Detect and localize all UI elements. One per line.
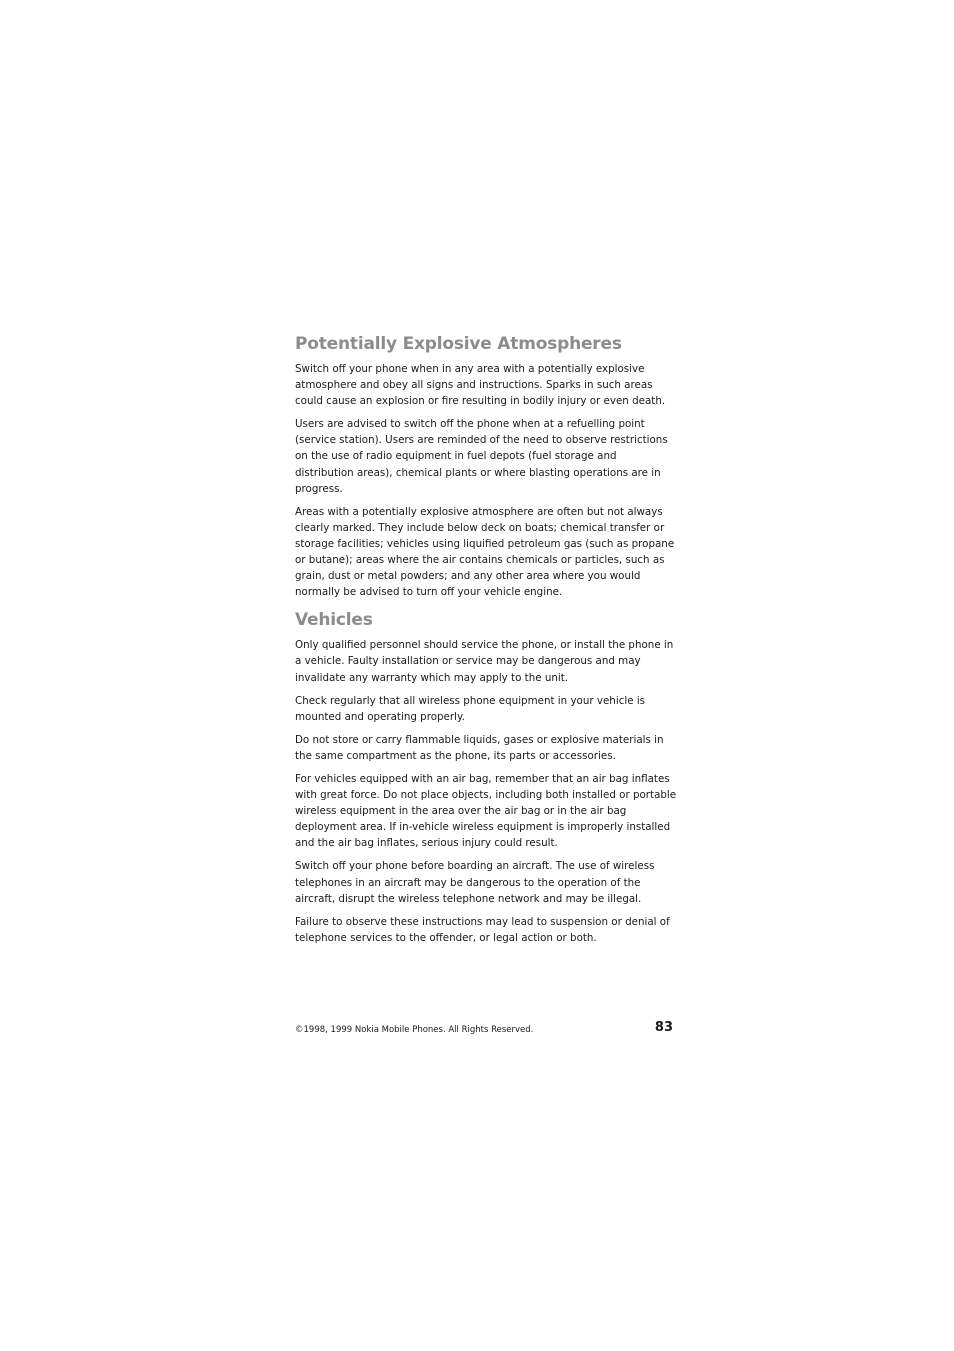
paragraph: Switch off your phone before boarding an aircraft. The use of wireless telephones in an aircraft may be dangerous to the operation of the aircraft, disrupt the wireless telephone network and may be illegal.	[295, 860, 655, 905]
section-heading: Potentially Explosive Atmospheres	[295, 334, 622, 354]
paragraph: Users are advised to switch off the phone when at a refuelling point (service station). Users are reminded of the need to observe restrictions on the use of radio equipment in fuel depots (fuel storage and distribution areas), chemical plants or where blasting operations are in progress.	[295, 418, 668, 495]
copyright-notice: ©1998, 1999 Nokia Mobile Phones. All Rights Reserved.	[295, 1025, 534, 1035]
page-number: 83	[654, 1020, 673, 1035]
section-explosive-atmospheres	[295, 333, 677, 600]
section-heading: Vehicles	[295, 610, 373, 631]
paragraph: Do not store or carry flammable liquids, gases or explosive materials in the same compartment as the phone, its parts or accessories.	[295, 733, 664, 762]
paragraph: Switch off your phone when in any area with a potentially explosive atmosphere and obey all signs and instructions. Sparks in such areas could cause an explosion or fire resulting in bodily injury or even death.	[295, 363, 666, 408]
paragraph: Check regularly that all wireless phone equipment in your vehicle is mounted and operating properly.	[295, 694, 646, 723]
paragraph: For vehicles equipped with an air bag, remember that an air bag inflates with great force. Do not place objects, including both installed or portable wireless equipment in the area over the air bag or in the air bag deployment area. If in-vehicle wireless equipment is improperly installed and the air bag inflates, serious injury could result.	[295, 772, 677, 850]
page-content	[295, 333, 677, 953]
page-footer	[295, 1018, 673, 1038]
paragraph: Failure to observe these instructions may lead to suspension or denial of telephone services to the offender, or legal action or both.	[295, 915, 670, 944]
paragraph: Areas with a potentially explosive atmosphere are often but not always clearly marked. They include below deck on boats; chemical transfer or storage facilities; vehicles using liquified petroleum gas (such as propane or butane); areas where the air contains chemicals or particles, such as grain, dust or metal powders; and any other area where you would normally be advised to turn off your vehicle engine.	[295, 505, 675, 599]
paragraph: Only qualified personnel should service the phone, or install the phone in a vehicle. Faulty installation or service may be dangerous and may invalidate any warranty which may apply to the unit.	[295, 639, 674, 684]
section-vehicles	[295, 609, 677, 946]
